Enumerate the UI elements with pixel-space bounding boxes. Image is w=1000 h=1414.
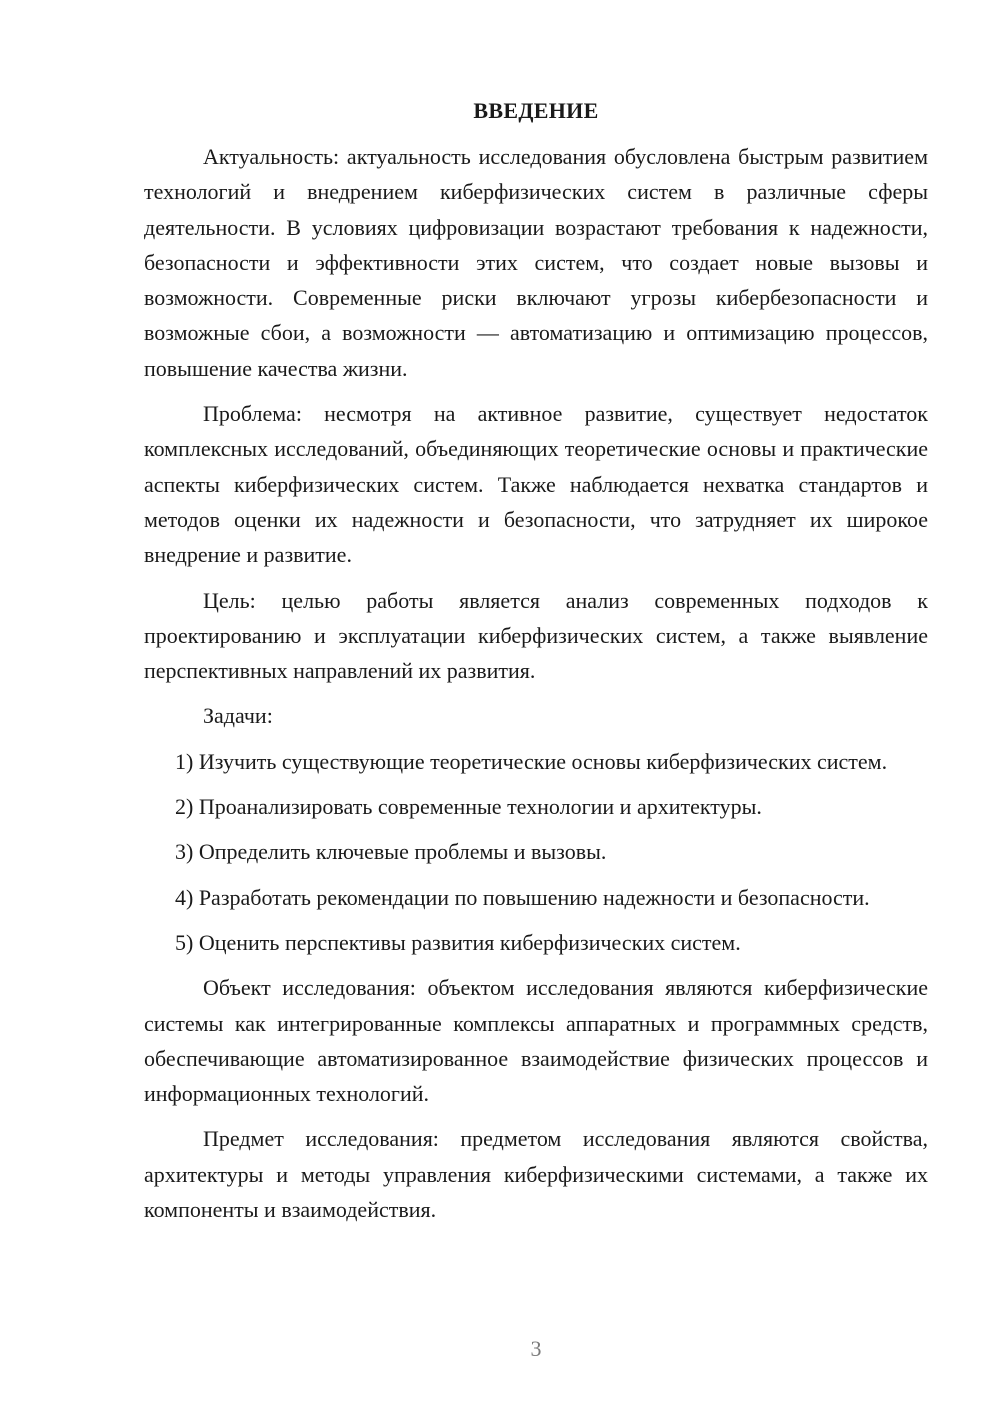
paragraph-problem: Проблема: несмотря на активное развитие, существует недостаток комплексных исследований, объединяющих теоретические основы и практические аспекты киберфизических систем. Также наблюдается нехватка стандартов и методов оценки их надежности и безопасности, что затрудняет их широкое внедрение и развитие. (144, 401, 928, 568)
paragraph-relevance: Актуальность: актуальность исследования обусловлена быстрым развитием технологий и внедрением киберфизических систем в различные сферы деятельности. В условиях цифровизации возрастают требования к надежности, безопасности и эффективности этих систем, что создает новые вызовы и возможности. Современные риски включают угрозы кибербезопасности и возможные сбои, а возможности — автоматизацию и оптимизацию процессов, повышение качества жизни. (144, 144, 928, 381)
tasks-heading: Задачи: (203, 703, 273, 729)
task-item: 5) Оценить перспективы развития киберфизических систем. (175, 929, 741, 955)
page-number: 3 (530, 1336, 542, 1361)
task-item: 3) Определить ключевые проблемы и вызовы. (175, 839, 607, 865)
paragraph-subject: Предмет исследования: предметом исследования являются свойства, архитектуры и методы управления киберфизическими системами, а также их компоненты и взаимодействия. (144, 1126, 928, 1223)
task-item: 1) Изучить существующие теоретические основы киберфизических систем. (175, 748, 888, 774)
task-item: 2) Проанализировать современные технологии и архитектуры. (175, 794, 762, 820)
document-page (144, 95, 928, 1227)
paragraph-object: Объект исследования: объектом исследования являются киберфизические системы как интегрированные комплексы аппаратных и программных средств, обеспечивающие автоматизированное взаимодействие физических процессов и информационных технологий. (144, 975, 928, 1107)
paragraph-goal: Цель: целью работы является анализ современных подходов к проектированию и эксплуатации киберфизических систем, а также выявление перспективных направлений их развития. (144, 587, 928, 684)
section-title: ВВЕДЕНИЕ (473, 98, 599, 123)
task-item: 4) Разработать рекомендации по повышению надежности и безопасности. (175, 884, 870, 910)
